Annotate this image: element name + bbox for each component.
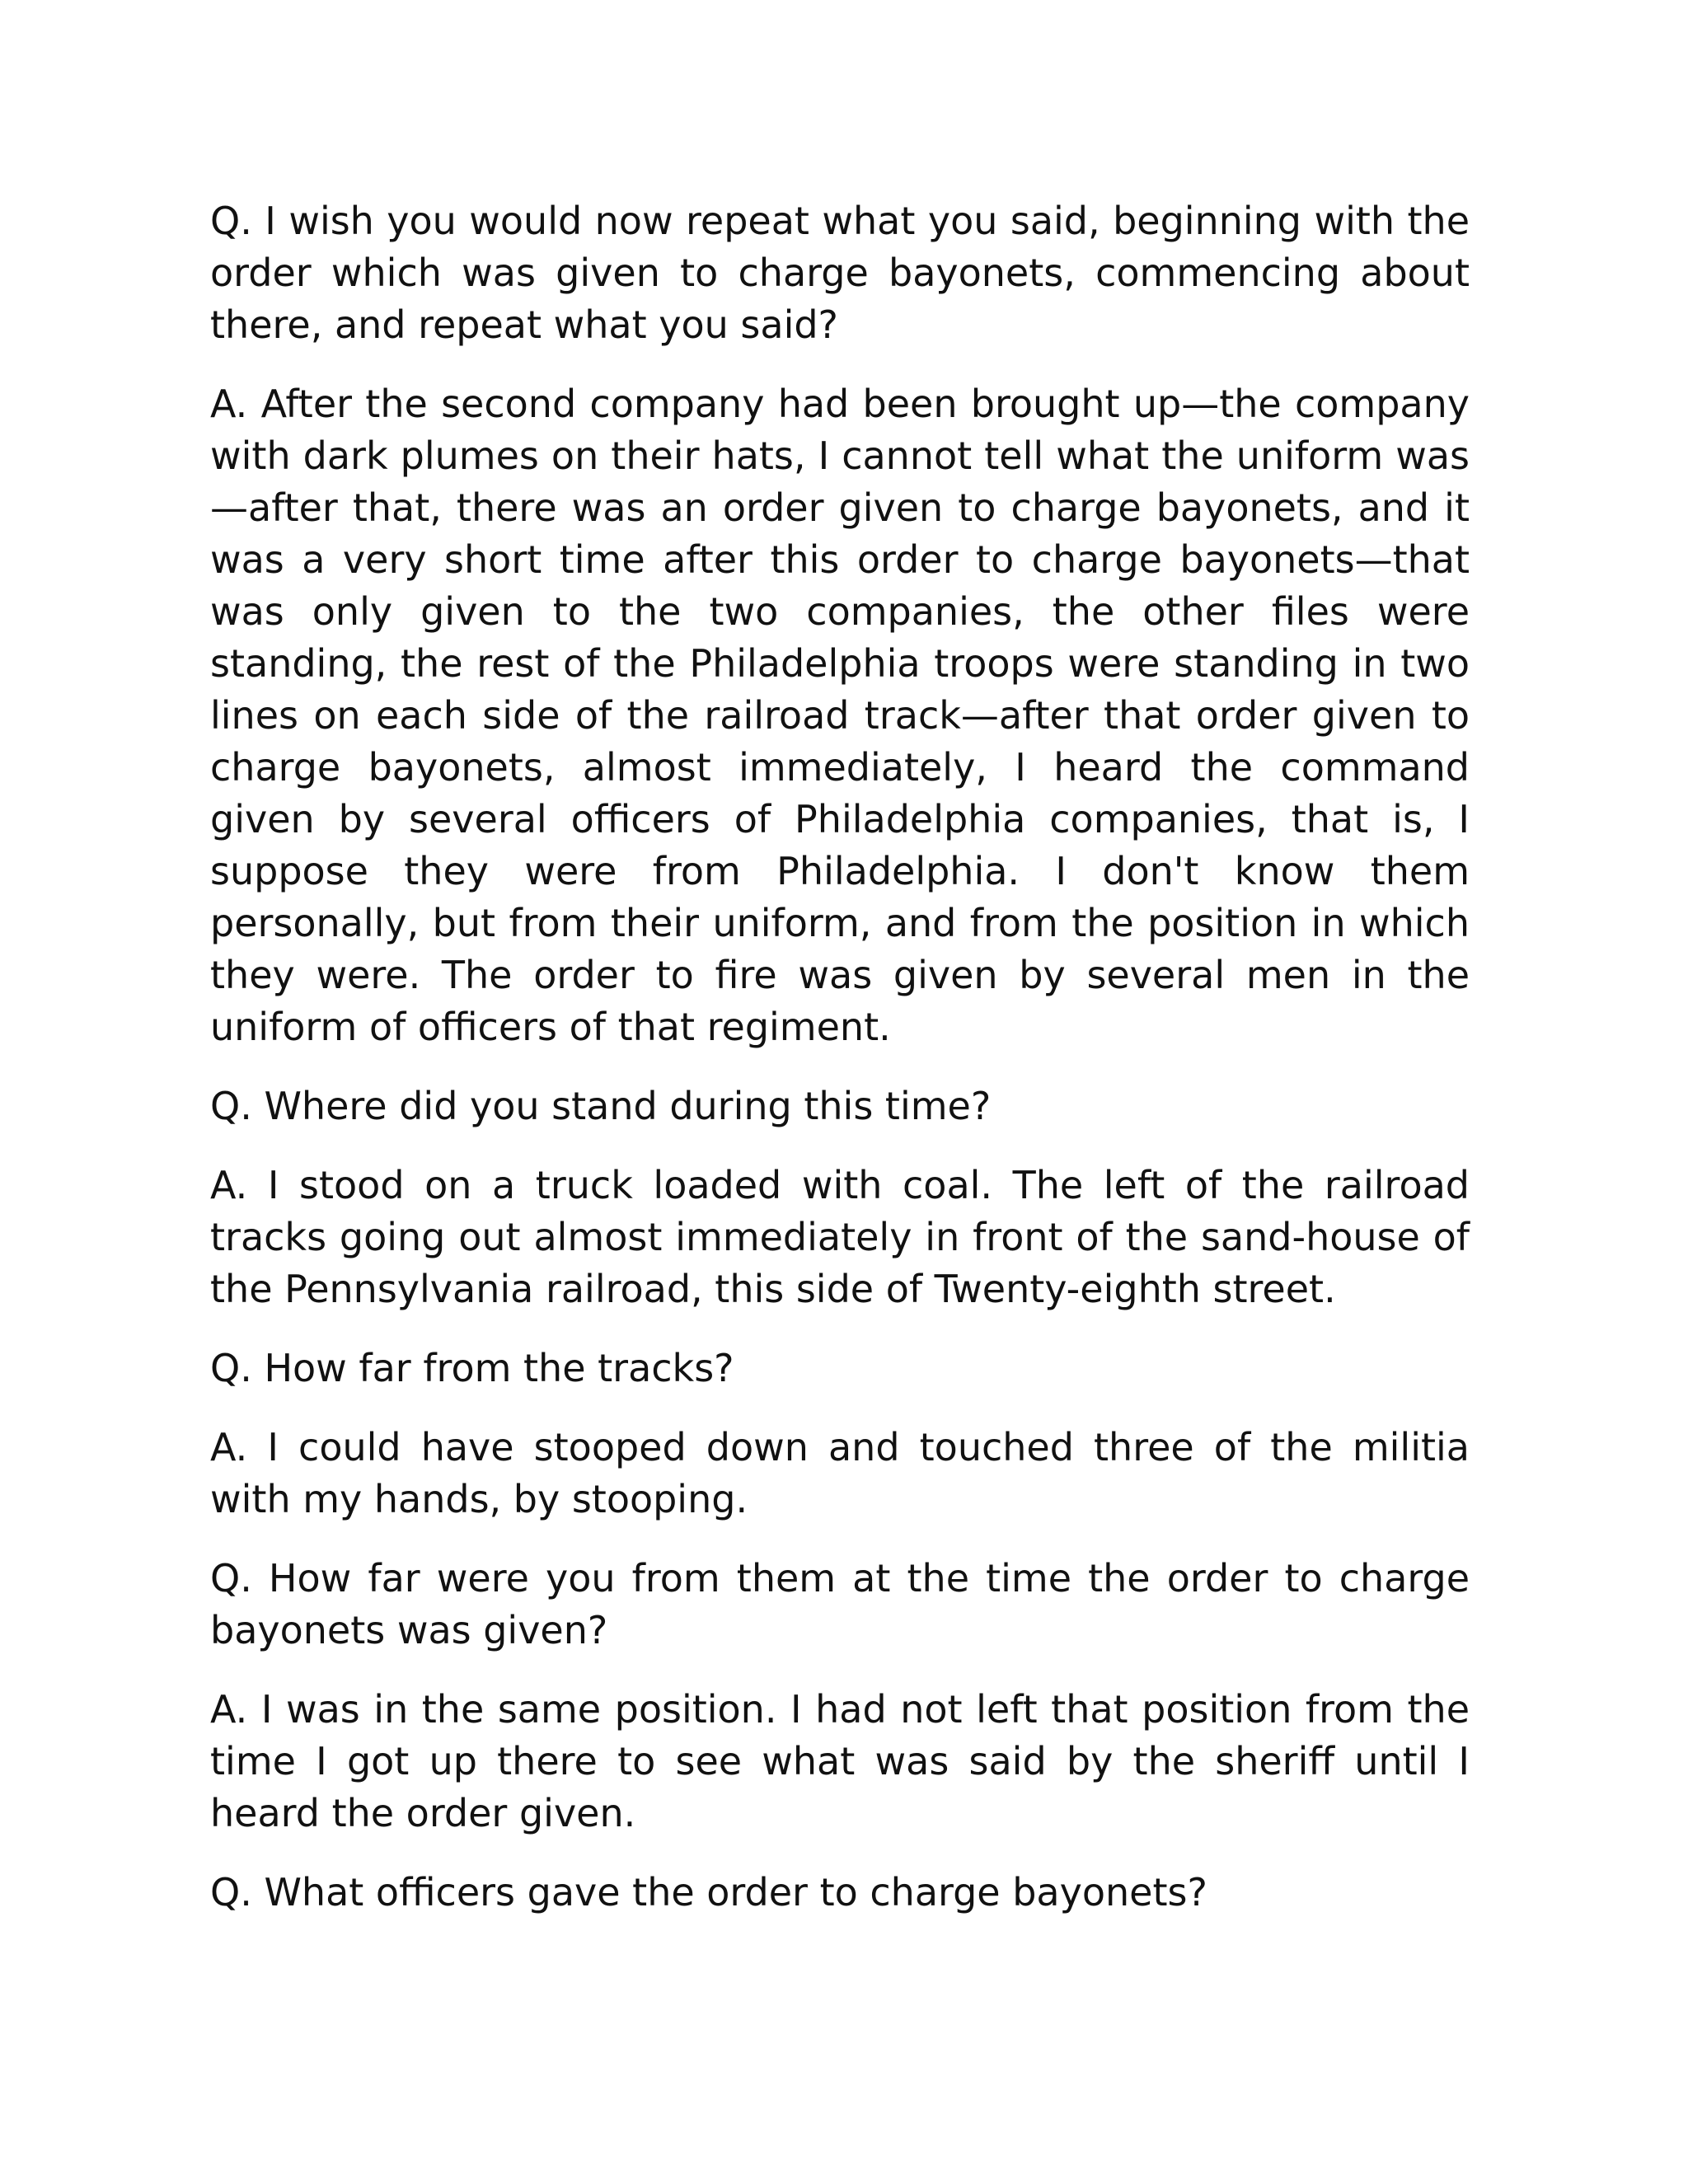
question-paragraph: Q. I wish you would now repeat what you said, beginning with the order which was given to charge bayonets, commencing about there, and repeat what you said? [210,199,1470,347]
question-paragraph: Q. Where did you stand during this time? [210,1084,992,1128]
answer-paragraph: A. I stood on a truck loaded with coal. The left of the railroad tracks going out almost immediately in front of the sand-house of the Pennsylvania railroad, this side of Twenty-eighth street. [210,1163,1470,1311]
question-paragraph: Q. What officers gave the order to charge bayonets? [210,1870,1207,1915]
answer-paragraph: A. After the second company had been brought up—the company with dark plumes on their hats, I cannot tell what the uniform was—after that, there was an order given to charge bayonets, and it was a very short time after this order to charge bayonets—that was only given to the two companies, the other files were standing, the rest of the Philadelphia troops were standing in two lines on each side of the railroad track—after that order given to charge bayonets, almost immediately, I heard the command given by several officers of Philadelphia companies, that is, I suppose they were from Philadelphia. I don't know them personally, but from their uniform, and from the position in which they were. The order to fire was given by several men in the uniform of officers of that regiment. [210,382,1470,1049]
question-paragraph: Q. How far were you from them at the time the order to charge bayonets was given? [210,1556,1470,1652]
question-paragraph: Q. How far from the tracks? [210,1346,734,1390]
answer-paragraph: A. I was in the same position. I had not left that position from the time I got up there to see what was said by the sheriff until I heard the order given. [210,1687,1470,1835]
testimony-text [210,195,1470,1946]
answer-paragraph: A. I could have stooped down and touched three of the militia with my hands, by stooping. [210,1425,1470,1521]
